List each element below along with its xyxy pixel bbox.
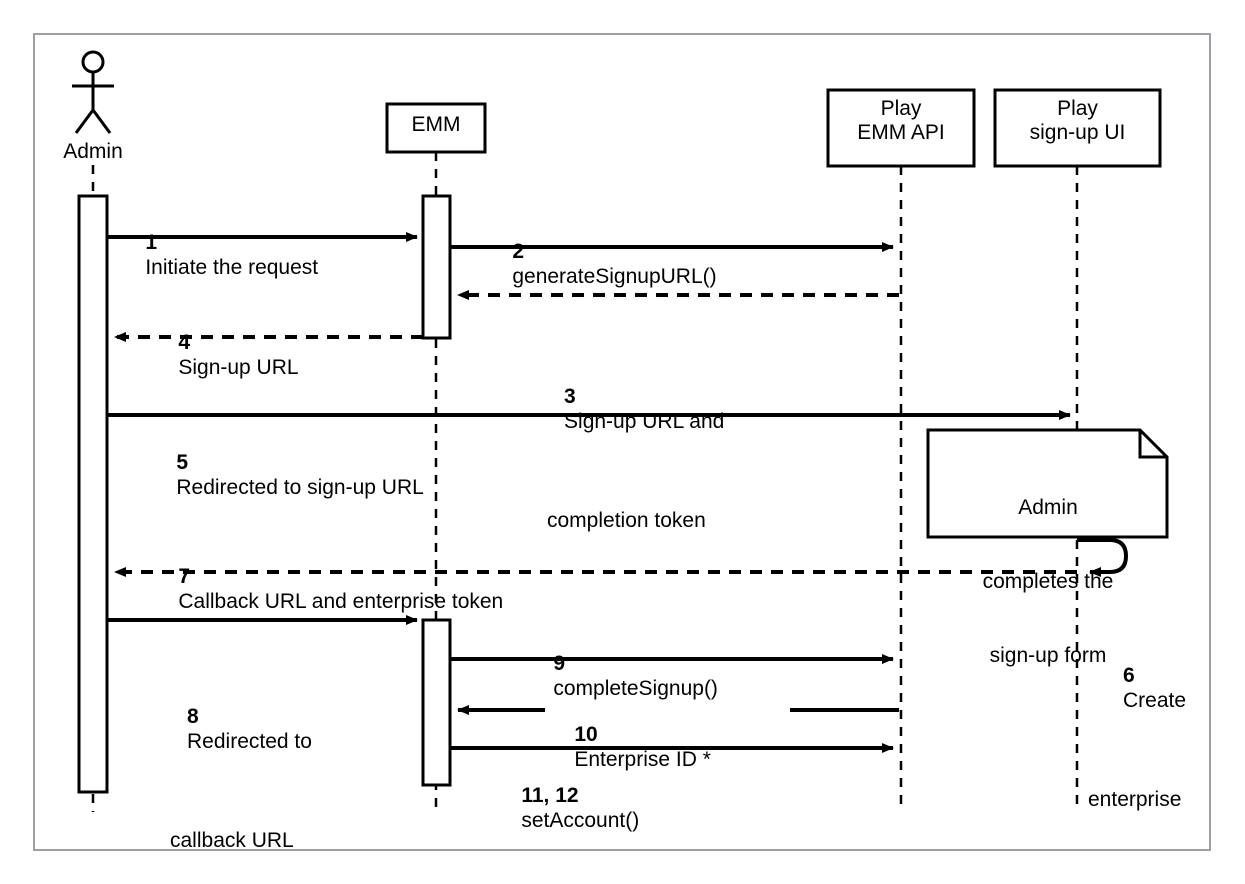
actor-admin-figure	[72, 52, 114, 133]
participant-label-play-emm-api-line1: Play	[880, 97, 922, 120]
message-number-9: 9	[553, 651, 566, 675]
participant-label-play-signup-ui	[995, 97, 1160, 146]
activation-emm-1	[423, 196, 450, 338]
message-number-6: 6	[1123, 664, 1135, 688]
participant-label-play-emm-api	[828, 97, 974, 146]
message-text-2: generateSignupURL()	[512, 264, 717, 288]
message-number-1: 1	[145, 230, 158, 254]
participant-label-play-emm-api-line2: EMM API	[857, 121, 945, 145]
message-label-5	[153, 426, 424, 525]
participant-label-admin: Admin	[63, 140, 123, 163]
message-label-2	[489, 215, 717, 314]
message-text-6-line1: Create	[1123, 689, 1187, 713]
participant-label-play-signup-ui-line2: sign-up UI	[1029, 121, 1126, 145]
message-number-10: 10	[574, 722, 598, 746]
note-text-signup-form	[933, 446, 1163, 718]
message-text-9: completeSignup()	[553, 676, 718, 700]
message-label-4	[155, 306, 299, 405]
message-label-11-12	[498, 759, 639, 858]
message-text-6-line2: enterprise	[1088, 788, 1182, 812]
message-text-11-12: setAccount()	[521, 808, 640, 832]
note-line-2: completes the	[982, 569, 1114, 593]
message-label-1	[122, 206, 318, 305]
message-text-1: Initiate the request	[145, 255, 319, 279]
message-label-8	[152, 631, 312, 884]
participant-label-emm: EMM	[411, 113, 461, 136]
message-text-4: Sign-up URL	[178, 355, 299, 379]
message-number-5: 5	[176, 450, 189, 474]
message-text-3-line1: Sign-up URL and	[564, 410, 725, 434]
participant-label-play-signup-ui-line1: Play	[1057, 97, 1098, 120]
message-number-3: 3	[564, 385, 576, 409]
activation-admin	[79, 196, 107, 792]
message-label-3	[529, 311, 724, 583]
message-number-7: 7	[178, 564, 191, 588]
message-number-11-12: 11, 12	[521, 783, 579, 807]
message-label-7	[155, 540, 503, 639]
message-text-5: Redirected to sign-up URL	[176, 475, 424, 499]
activation-emm-2	[423, 620, 450, 785]
message-number-4: 4	[178, 330, 191, 354]
message-text-10: Enterprise ID *	[574, 747, 711, 771]
message-text-8-line1: Redirected to	[187, 730, 312, 754]
message-text-7: Callback URL and enterprise token	[178, 589, 504, 613]
message-text-8-line2: callback URL	[170, 829, 294, 853]
message-text-3-line2: completion token	[547, 509, 706, 533]
message-number-8: 8	[187, 705, 199, 729]
note-line-1: Admin	[1018, 495, 1078, 519]
note-line-3: sign-up form	[989, 644, 1107, 668]
message-number-2: 2	[512, 239, 525, 263]
